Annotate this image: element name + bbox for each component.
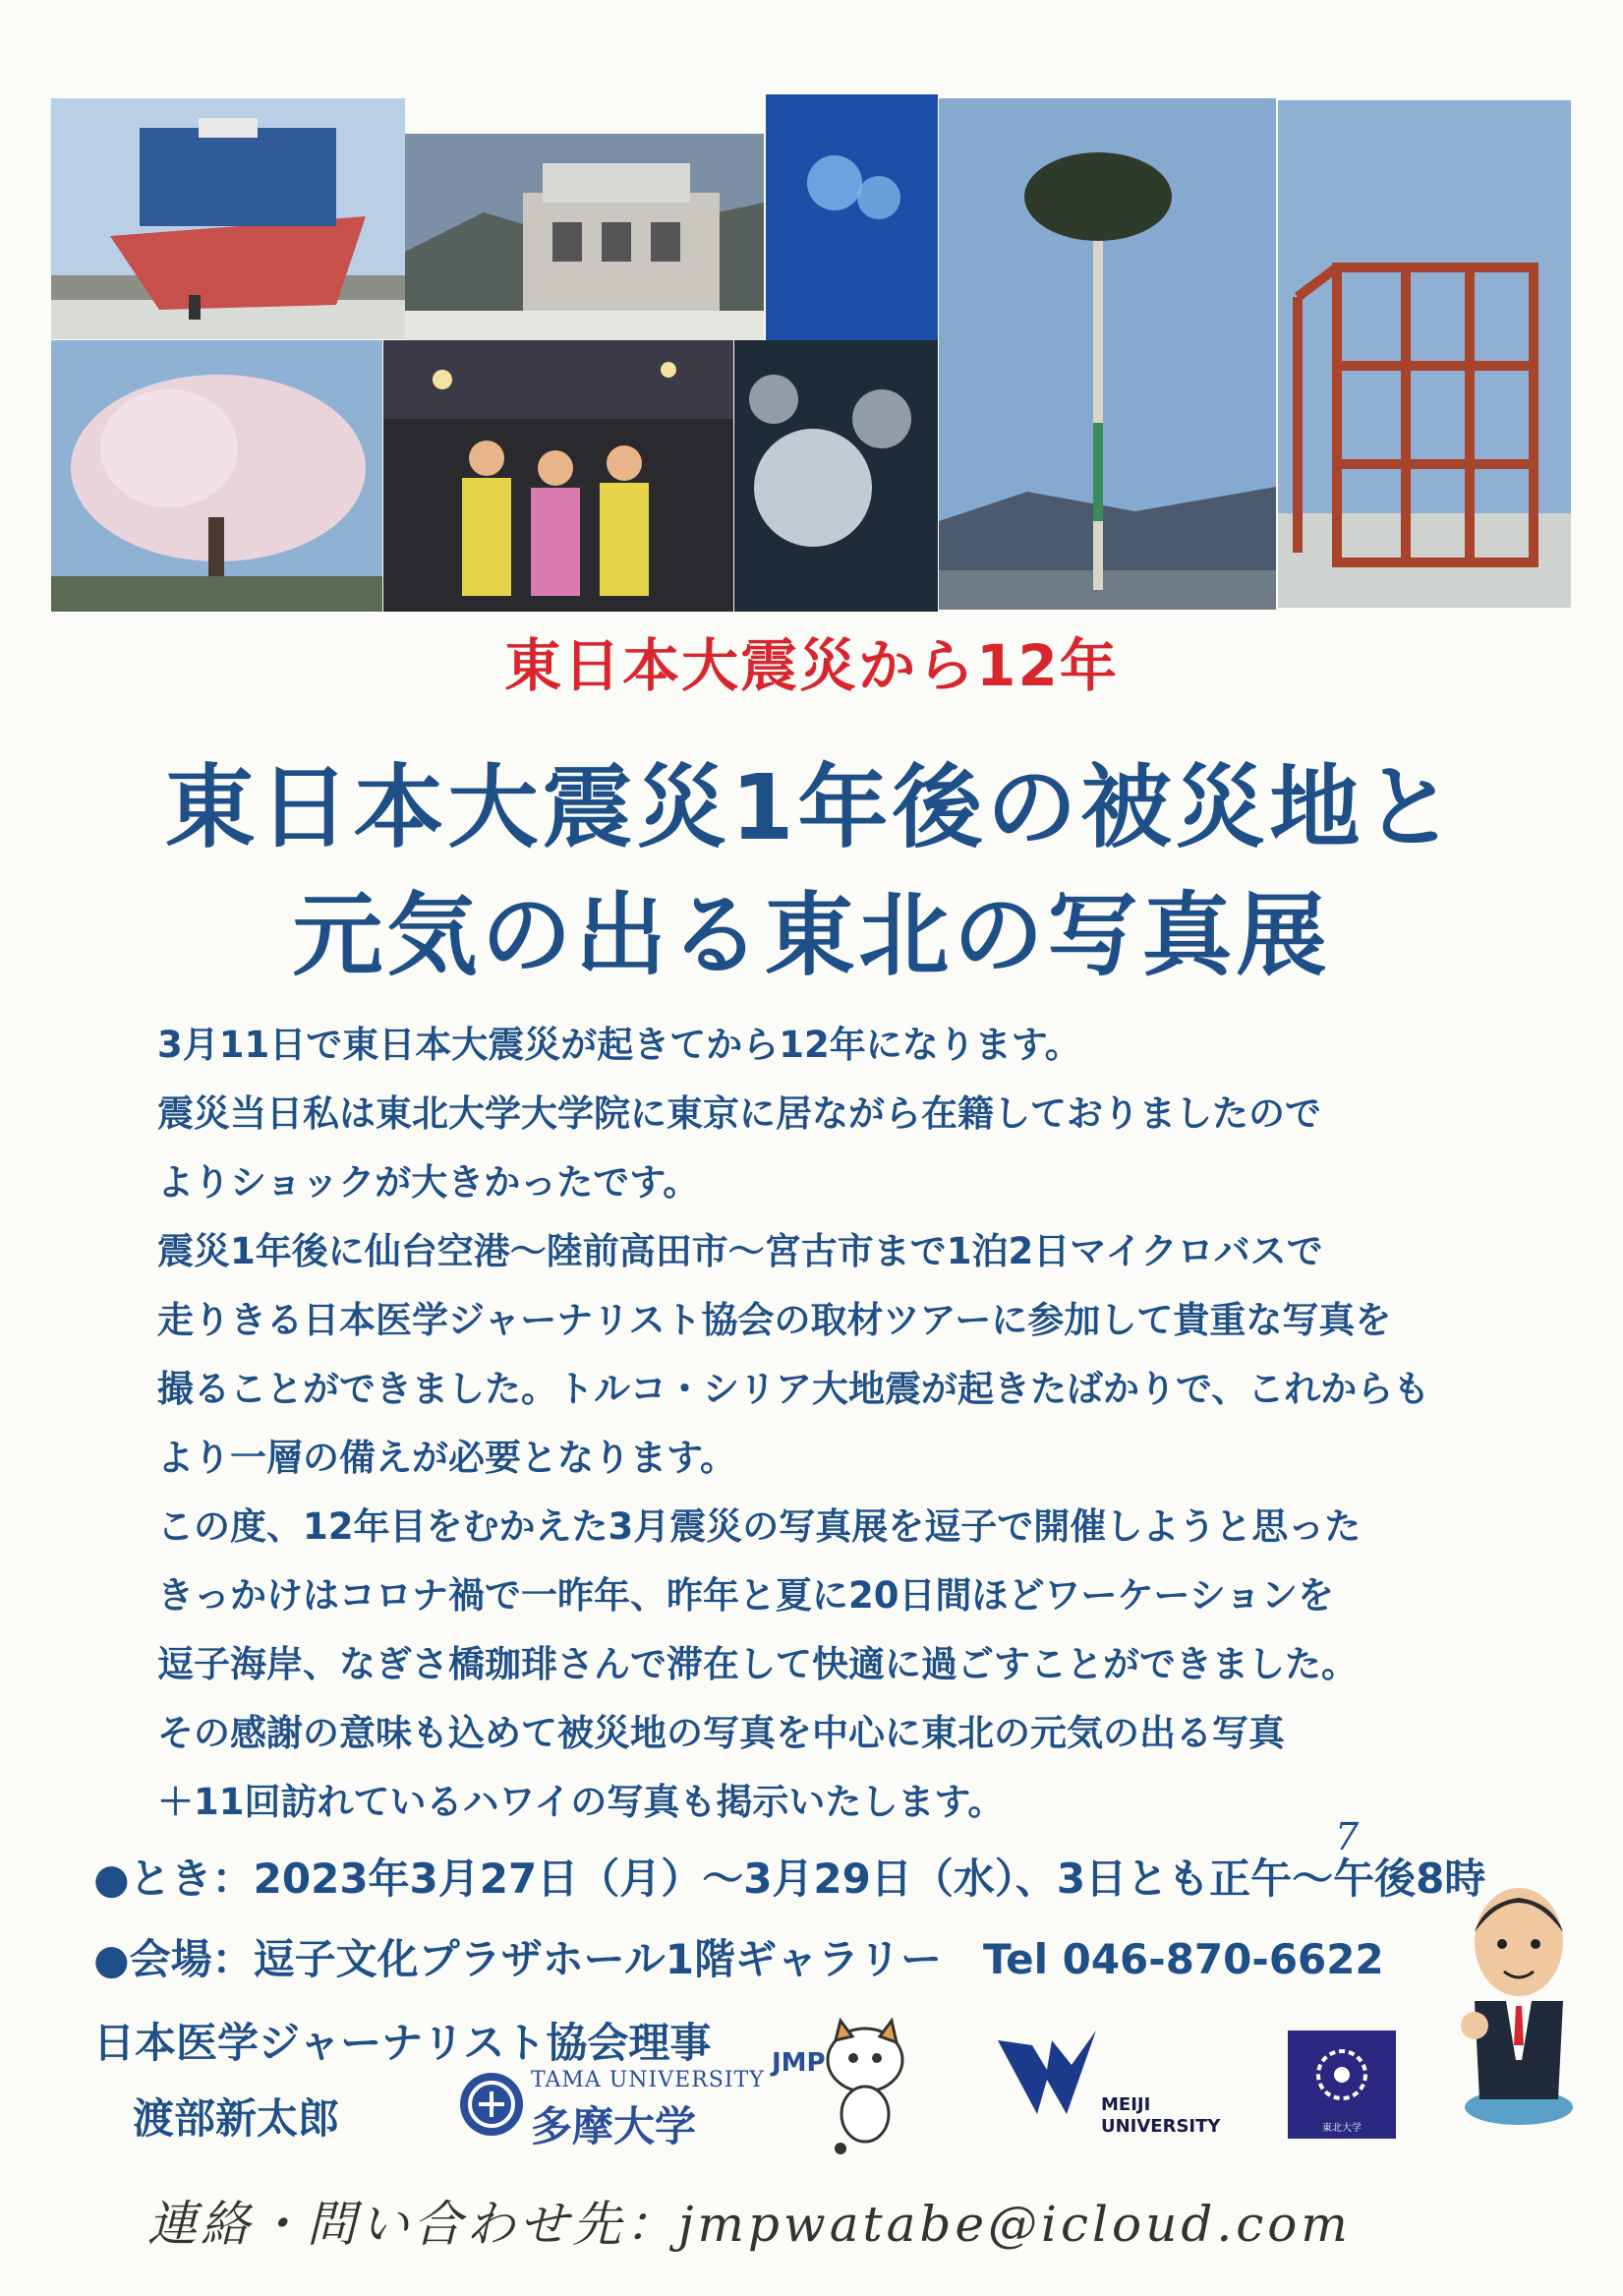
- body-line: その感謝の意味も込めて被災地の写真を中心に東北の元気の出る写真: [157, 1712, 1285, 1754]
- photo-miracle-pine: [939, 98, 1276, 610]
- organizer-name: 渡部新太郎: [133, 2094, 340, 2143]
- tohoku-university-text: 東北大学: [1322, 2123, 1362, 2134]
- subtitle: 東日本大震災から12年: [504, 632, 1119, 699]
- photo-jellyfish-white: [734, 340, 938, 612]
- event-time: ●とき：2023年3月27日（月）～3月29日（水）、3日とも正午～午後8時: [93, 1854, 1486, 1903]
- contact-info: 連絡・問い合わせ先：jmpwatabe@icloud.com: [147, 2196, 1352, 2253]
- photo-ship: [51, 98, 405, 339]
- meiji-university-logo: [993, 2021, 1101, 2129]
- meiji-university-text: [1101, 2094, 1220, 2138]
- body-line: 震災1年後に仙台空港～陸前高田市～宮古市まで1泊2日マイクロバスで: [157, 1230, 1323, 1272]
- organizer-title: 日本医学ジャーナリスト協会理事: [93, 2019, 712, 2067]
- photo-station-building: [405, 134, 764, 340]
- body-line: 3月11日で東日本大震災が起きてから12年になります。: [157, 1024, 1081, 1066]
- body-text: [157, 1011, 1475, 1837]
- jmp-text: JMP: [772, 2048, 826, 2078]
- body-line: この度、12年目をむかえた3月震災の写真展を逗子で開催しようと思った: [157, 1505, 1362, 1548]
- caricature-illustration: [1445, 1863, 1593, 2129]
- photo-steel-frame-building: [1278, 100, 1571, 608]
- title-line-1: 東日本大震災1年後の被災地と: [164, 755, 1459, 860]
- body-line: よりショックが大きかったです。: [157, 1161, 700, 1204]
- body-line: より一層の備えが必要となります。: [157, 1437, 737, 1479]
- photo-festival-dancers: [383, 340, 733, 612]
- tama-university-jp: 多摩大学: [531, 2102, 697, 2150]
- meiji-line-1: MEIJI: [1101, 2094, 1151, 2115]
- body-line: 撮ることができました。トルコ・シリア大地震が起きたばかりで、これからも: [157, 1368, 1430, 1410]
- body-line: 走りきる日本医学ジャーナリスト協会の取材ツアーに参加して貴重な写真を: [157, 1299, 1392, 1341]
- jmp-cat-logo: [772, 2001, 929, 2163]
- body-line: 逗子海岸、なぎさ橋珈琲さんで滞在して快適に過ごすことができました。: [157, 1643, 1358, 1685]
- photo-cherry-blossom: [51, 340, 382, 612]
- body-line: ＋11回訪れているハワイの写真も掲示いたします。: [157, 1781, 1005, 1823]
- title-line-2: 元気の出る東北の写真展: [292, 883, 1331, 988]
- meiji-line-2: UNIVERSITY: [1101, 2116, 1221, 2137]
- photo-jellyfish-blue: [766, 94, 938, 340]
- body-line: きっかけはコロナ禍で一昨年、昨年と夏に20日間ほどワーケーションを: [157, 1574, 1335, 1617]
- tama-university-logo: [457, 2070, 526, 2139]
- handwritten-correction: 7: [1335, 1815, 1360, 1858]
- body-line: 震災当日私は東北大学大学院に東京に居ながら在籍しておりましたので: [157, 1092, 1321, 1135]
- event-venue: ●会場：逗子文化プラザホール1階ギャラリー Tel 046-870-6622: [93, 1935, 1384, 1983]
- tama-university-en: TAMA UNIVERSITY: [531, 2068, 765, 2092]
